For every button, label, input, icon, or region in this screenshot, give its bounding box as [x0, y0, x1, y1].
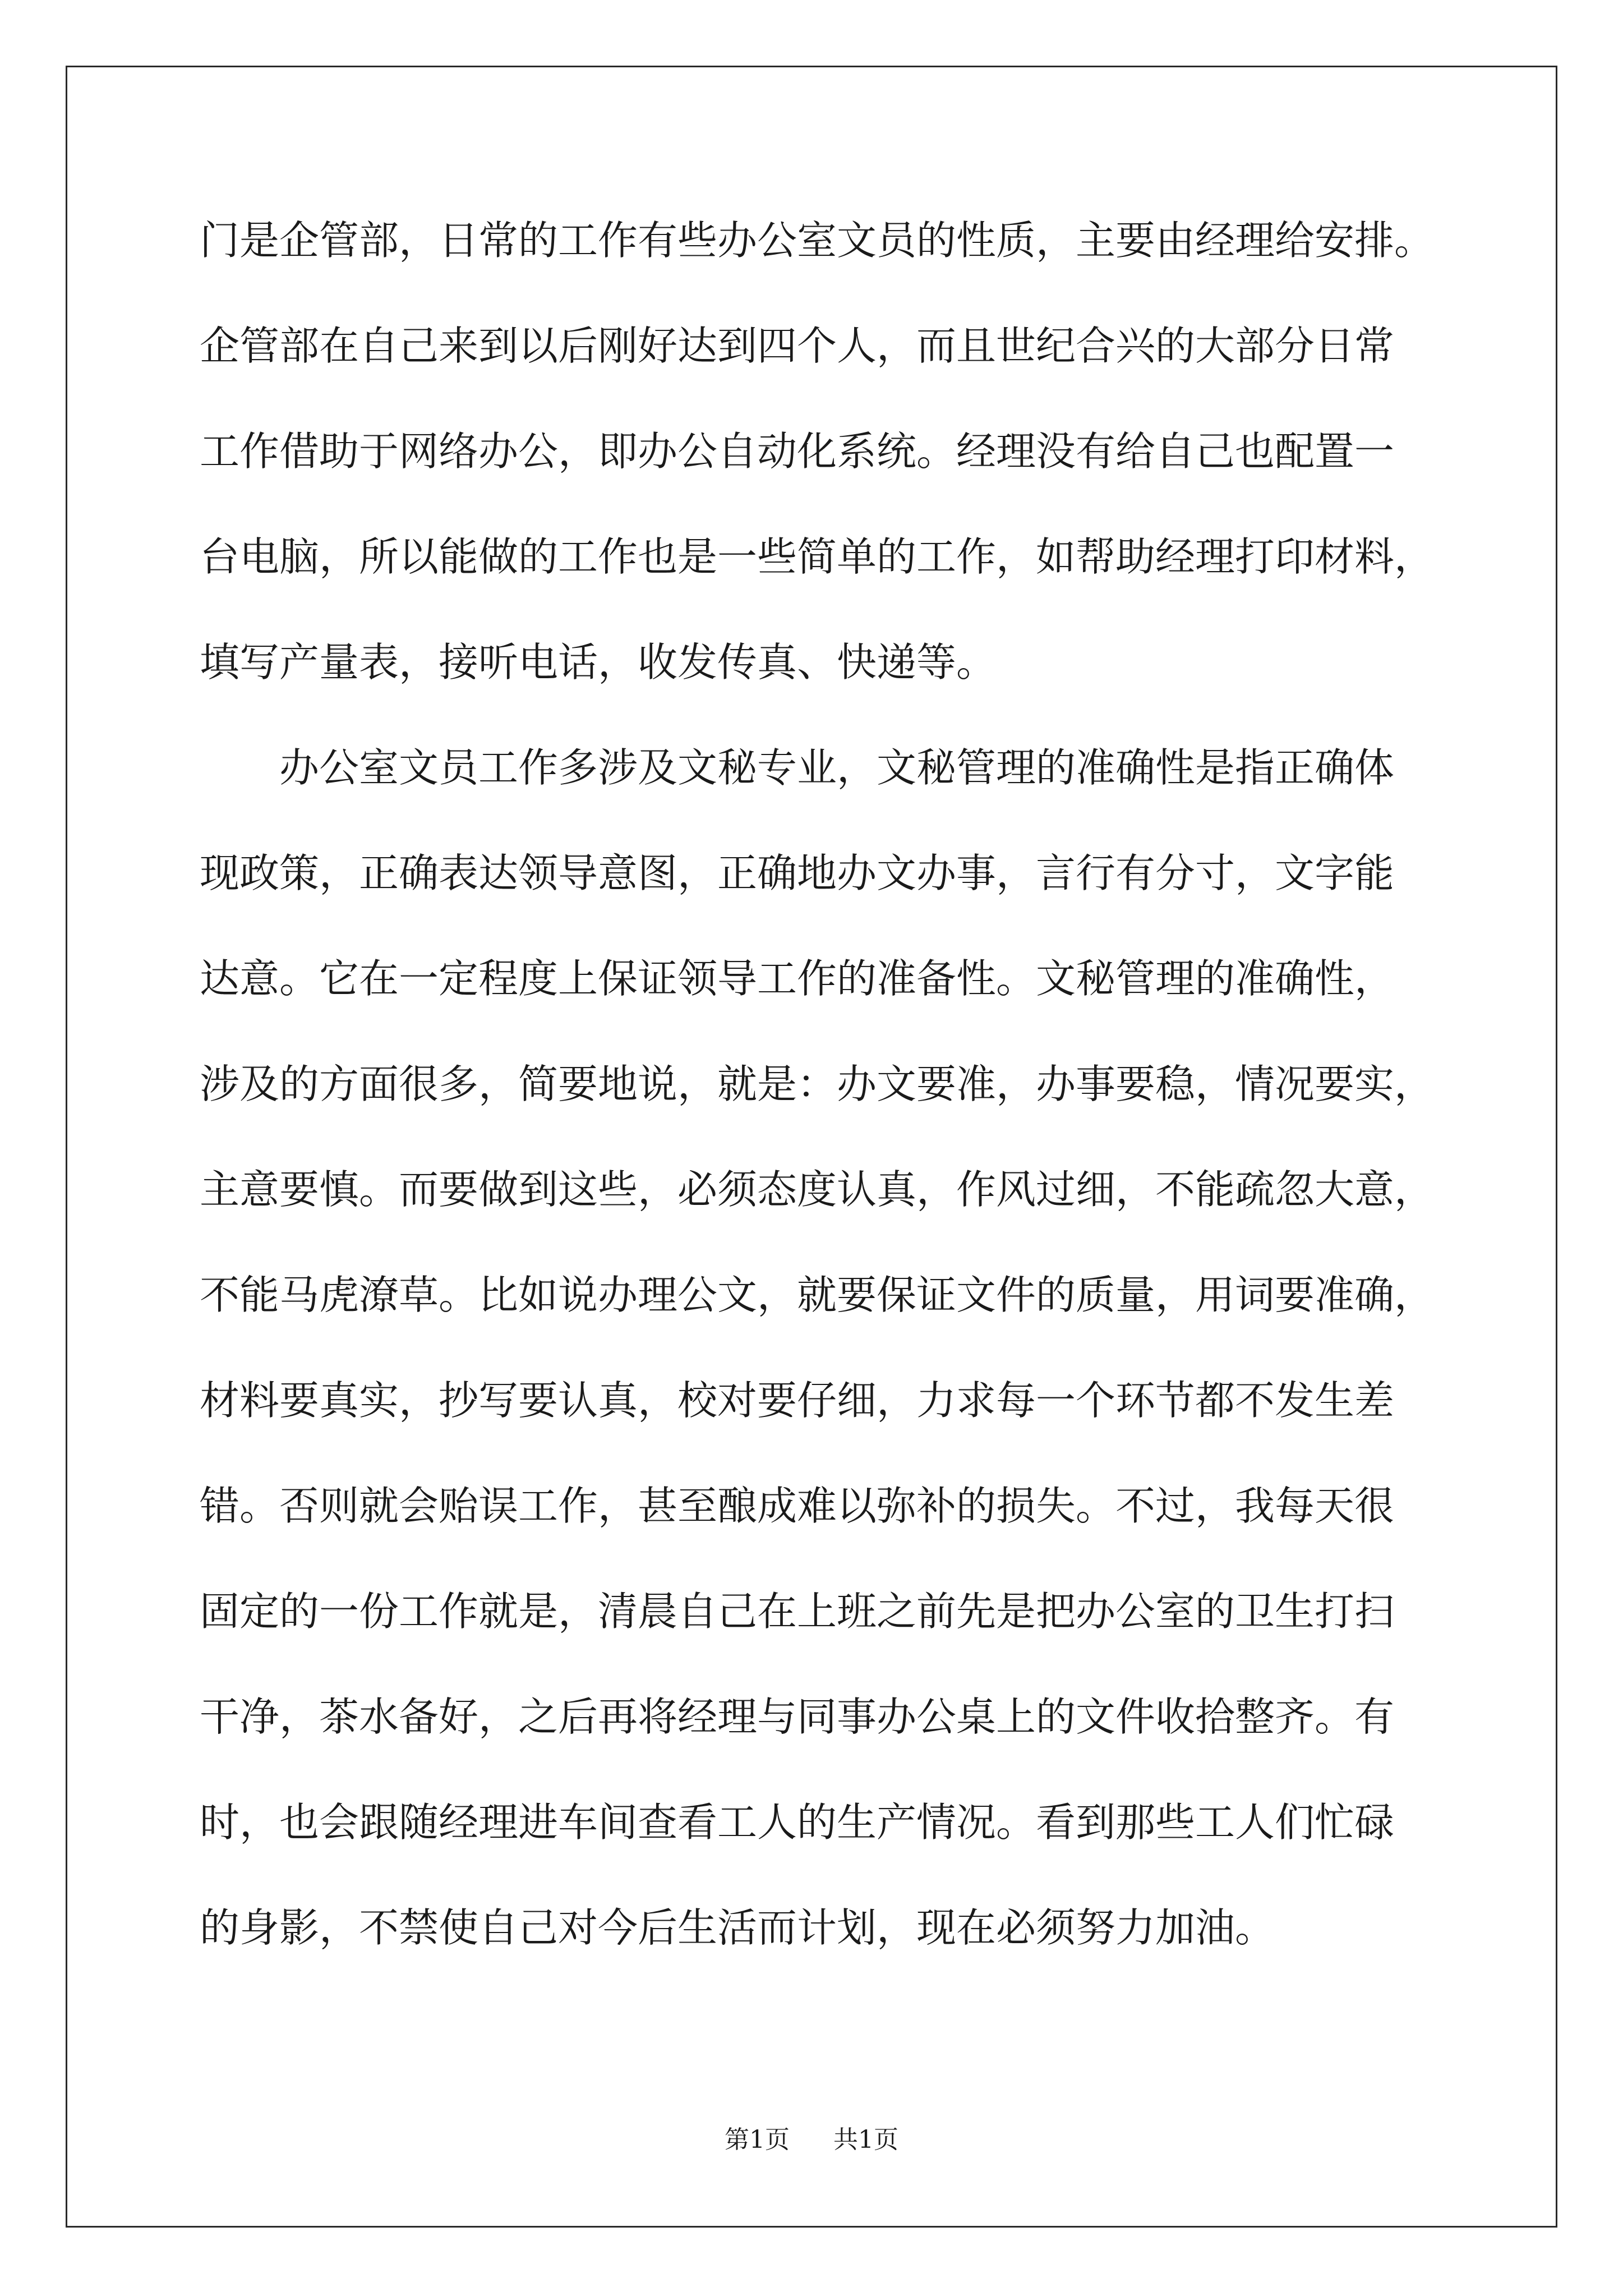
text-line: 办公室文员工作多涉及文秘专业，文秘管理的准确性是指正确体 [200, 744, 1395, 791]
text-line: 不能马虎潦草。比如说办理公文，就要保证文件的质量，用词要准确， [200, 1272, 1435, 1318]
text-line: 企管部在自己来到以后刚好达到四个人，而且世纪合兴的大部分日常 [200, 323, 1395, 369]
paragraph-1 [200, 188, 1473, 715]
text-line: 填写产量表，接听电话，收发传真、快递等。 [200, 639, 997, 685]
page-footer [0, 2119, 1623, 2155]
text-line: 门是企管部，日常的工作有些办公室文员的性质，主要由经理给安排。 [200, 217, 1435, 264]
text-line: 达意。它在一定程度上保证领导工作的准备性。文秘管理的准确性， [200, 955, 1395, 1002]
text-line: 干净，茶水备好，之后再将经理与同事办公桌上的文件收拾整齐。有 [200, 1694, 1395, 1740]
text-line: 时，也会跟随经理进车间查看工人的生产情况。看到那些工人们忙碌 [200, 1799, 1395, 1846]
text-line: 主意要慎。而要做到这些，必须态度认真，作风过细，不能疏忽大意， [200, 1166, 1435, 1213]
text-line: 台电脑，所以能做的工作也是一些简单的工作，如帮助经理打印材料， [200, 533, 1435, 580]
page-number: 第1页 [725, 2125, 790, 2154]
text-line: 材料要真实，抄写要认真，校对要仔细，力求每一个环节都不发生差 [200, 1377, 1395, 1424]
text-line: 错。否则就会贻误工作，甚至酿成难以弥补的损失。不过，我每天很 [200, 1483, 1395, 1529]
text-line: 固定的一份工作就是，清晨自己在上班之前先是把办公室的卫生打扫 [200, 1588, 1395, 1635]
paragraph-2 [200, 715, 1473, 1981]
text-line: 现政策，正确表达领导意图，正确地办文办事，言行有分寸，文字能 [200, 850, 1395, 896]
text-line: 涉及的方面很多，简要地说，就是：办文要准，办事要稳，情况要实， [200, 1061, 1435, 1107]
text-line: 的身影，不禁使自己对今后生活而计划，现在必须努力加油。 [200, 1904, 1275, 1951]
page-total: 共1页 [833, 2125, 898, 2154]
document-body [200, 188, 1473, 1981]
text-line: 工作借助于网络办公，即办公自动化系统。经理没有给自己也配置一 [200, 428, 1395, 475]
